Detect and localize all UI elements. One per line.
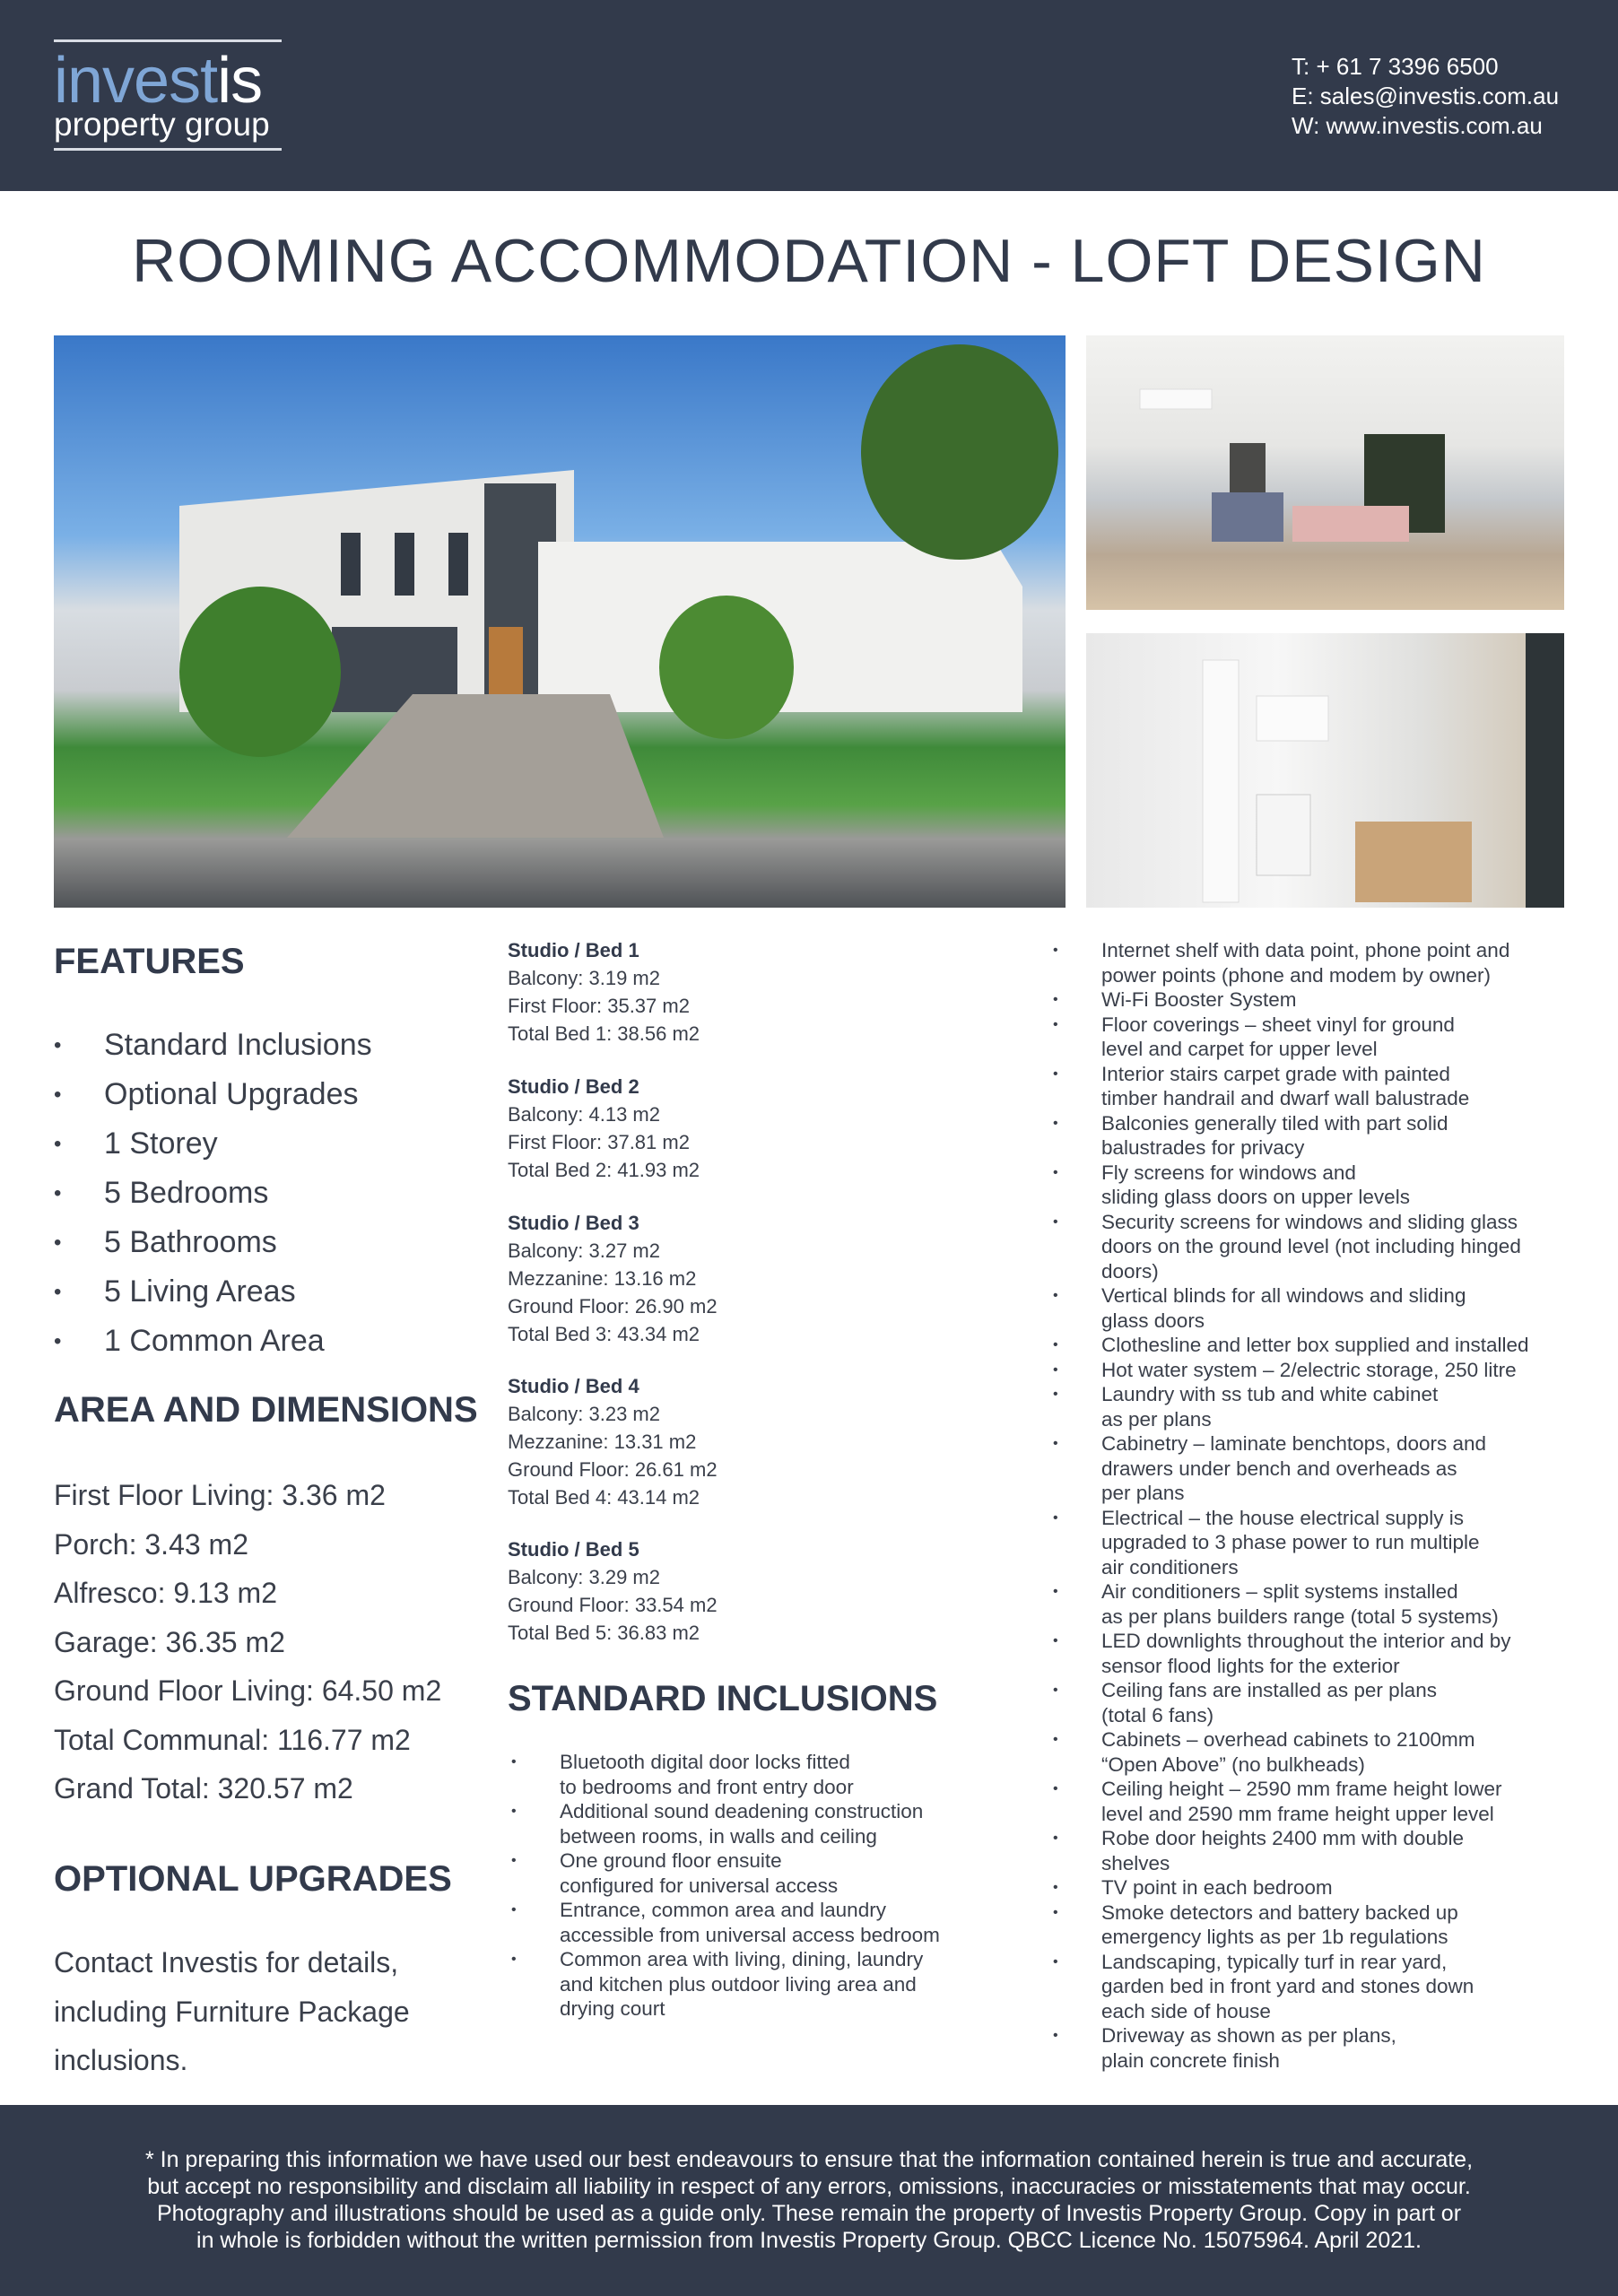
disclaimer-footer <box>0 2105 1618 2296</box>
inclusion-item: • Common area with living, dining, laundry and kitchen plus outdoor living area and drying court <box>511 1947 978 2022</box>
disclaimer-text: * In preparing this information we have used our best endeavours to ensure that the information contained herein is true and accurate, but accept no responsibility and disclaim all liability in respect of any errors, omissions, inaccuracies or misstatements that may occur. Photography and illustrations should be used as a guide only. These remain the property of Investis Property Group. Copy in part or in whole is forbidden without the written permission from Investis Property Group. QBCC Licence No. 15075964. April 2021. <box>144 2147 1474 2253</box>
optional-text-line: inclusions. <box>54 2044 188 2076</box>
area-heading: AREA AND DIMENSIONS <box>54 1390 478 1430</box>
feature-item: • Standard Inclusions <box>54 1021 372 1070</box>
feature-item: • 5 Living Areas <box>54 1267 372 1317</box>
studio-line: Ground Floor: 33.54 m2 <box>508 1594 718 1616</box>
standard-inclusions-list <box>511 1750 978 2022</box>
studio-line: Total Bed 1: 38.56 m2 <box>508 1022 700 1045</box>
contact-website[interactable]: W: www.investis.com.au <box>1292 112 1543 139</box>
inclusion-item: • Security screens for windows and sliding glass doors on the ground level (not including hinged doors) <box>1053 1210 1591 1284</box>
inclusion-item: • Cabinets – overhead cabinets to 2100mm “Open Above” (no bulkheads) <box>1053 1727 1591 1777</box>
features-list <box>54 1021 372 1366</box>
house-illustration <box>54 335 1066 908</box>
studio-line: Total Bed 2: 41.93 m2 <box>508 1159 700 1181</box>
studio-title: Studio / Bed 3 <box>508 1212 639 1234</box>
studio-line: Mezzanine: 13.16 m2 <box>508 1267 697 1290</box>
kitchen-interior-photo <box>1086 633 1564 908</box>
inclusion-item: • Ceiling fans are installed as per plans (total 6 fans) <box>1053 1678 1591 1727</box>
studio-bed-3 <box>508 1209 718 1348</box>
area-item: Ground Floor Living: 64.50 m2 <box>54 1674 442 1707</box>
logo-text-is: is <box>217 45 263 117</box>
feature-item: • 5 Bedrooms <box>54 1169 372 1218</box>
inclusion-item: • Floor coverings – sheet vinyl for ground level and carpet for upper level <box>1053 1013 1591 1062</box>
investis-logo <box>54 39 282 151</box>
inclusion-item: • Interior stairs carpet grade with painted timber handrail and dwarf wall balustrade <box>1053 1062 1591 1111</box>
inclusion-item: • Vertical blinds for all windows and sliding glass doors <box>1053 1283 1591 1333</box>
inclusion-item: • Hot water system – 2/electric storage, 250 litre <box>1053 1358 1591 1383</box>
standard-inclusions-heading: STANDARD INCLUSIONS <box>508 1679 938 1718</box>
inclusion-item: • TV point in each bedroom <box>1053 1875 1591 1900</box>
inclusion-item: • Landscaping, typically turf in rear yard, garden bed in front yard and stones down each side of house <box>1053 1950 1591 2024</box>
inclusion-item: • Air conditioners – split systems installed as per plans builders range (total 5 systems) <box>1053 1579 1591 1629</box>
studio-line: Ground Floor: 26.61 m2 <box>508 1458 718 1481</box>
contact-info <box>1292 52 1559 141</box>
inclusion-item: • One ground floor ensuite configured for universal access <box>511 1848 978 1898</box>
area-item: First Floor Living: 3.36 m2 <box>54 1479 386 1511</box>
feature-item: • Optional Upgrades <box>54 1070 372 1119</box>
studio-line: Balcony: 3.29 m2 <box>508 1566 660 1588</box>
features-heading: FEATURES <box>54 942 245 981</box>
studio-line: Balcony: 4.13 m2 <box>508 1103 660 1126</box>
area-list <box>54 1471 441 1813</box>
studio-line: First Floor: 35.37 m2 <box>508 995 690 1017</box>
studio-bed-2 <box>508 1073 700 1184</box>
optional-upgrades-heading: OPTIONAL UPGRADES <box>54 1859 452 1899</box>
header-bar <box>0 0 1618 191</box>
contact-email[interactable]: E: sales@investis.com.au <box>1292 83 1560 109</box>
bedroom-illustration <box>1086 335 1564 610</box>
logo-tagline: property group <box>54 106 270 143</box>
studio-title: Studio / Bed 2 <box>508 1075 639 1098</box>
bedroom-interior-photo <box>1086 335 1564 610</box>
studio-bed-5 <box>508 1535 718 1647</box>
studio-line: Mezzanine: 13.31 m2 <box>508 1431 697 1453</box>
house-exterior-photo <box>54 335 1066 908</box>
optional-text-line: including Furniture Package <box>54 1995 410 2028</box>
area-item: Grand Total: 320.57 m2 <box>54 1772 353 1805</box>
inclusion-item: • Electrical – the house electrical supply is upgraded to 3 phase power to run multiple air conditioners <box>1053 1506 1591 1580</box>
inclusion-item: • Ceiling height – 2590 mm frame height lower level and 2590 mm frame height upper level <box>1053 1777 1591 1826</box>
kitchen-illustration <box>1086 633 1564 908</box>
feature-item: • 1 Common Area <box>54 1317 372 1366</box>
studio-title: Studio / Bed 5 <box>508 1538 639 1561</box>
page-title: ROOMING ACCOMMODATION - LOFT DESIGN <box>132 227 1486 295</box>
inclusion-item: • Balconies generally tiled with part solid balustrades for privacy <box>1053 1111 1591 1161</box>
studio-line: Total Bed 3: 43.34 m2 <box>508 1323 700 1345</box>
studio-line: Balcony: 3.19 m2 <box>508 967 660 989</box>
inclusion-item: • Internet shelf with data point, phone point and power points (phone and modem by owner) <box>1053 938 1591 987</box>
inclusion-item: • Driveway as shown as per plans, plain concrete finish <box>1053 2023 1591 2073</box>
inclusion-item: • Smoke detectors and battery backed up emergency lights as per 1b regulations <box>1053 1900 1591 1950</box>
inclusion-item: • LED downlights throughout the interior and by sensor flood lights for the exterior <box>1053 1629 1591 1678</box>
inclusion-item: • Cabinetry – laminate benchtops, doors and drawers under bench and overheads as per plans <box>1053 1431 1591 1506</box>
studio-bed-4 <box>508 1372 718 1511</box>
feature-item: • 5 Bathrooms <box>54 1218 372 1267</box>
inclusion-item: • Fly screens for windows and sliding glass doors on upper levels <box>1053 1161 1591 1210</box>
optional-upgrades-text <box>54 1938 410 2085</box>
feature-item: • 1 Storey <box>54 1119 372 1169</box>
inclusions-list-continued <box>1053 938 1591 2073</box>
inclusion-item: • Entrance, common area and laundry accessible from universal access bedroom <box>511 1898 978 1947</box>
studio-line: Ground Floor: 26.90 m2 <box>508 1295 718 1318</box>
studio-title: Studio / Bed 4 <box>508 1375 639 1397</box>
area-item: Alfresco: 9.13 m2 <box>54 1577 277 1609</box>
studio-line: Total Bed 4: 43.14 m2 <box>508 1486 700 1509</box>
area-item: Garage: 36.35 m2 <box>54 1625 285 1658</box>
inclusion-item: • Robe door heights 2400 mm with double shelves <box>1053 1826 1591 1875</box>
studio-line: Balcony: 3.23 m2 <box>508 1403 660 1425</box>
studio-line: Total Bed 5: 36.83 m2 <box>508 1622 700 1644</box>
studio-title: Studio / Bed 1 <box>508 939 639 961</box>
inclusion-item: • Wi-Fi Booster System <box>1053 987 1591 1013</box>
studio-bed-1 <box>508 936 700 1048</box>
logo-text-invest: invest <box>54 45 218 117</box>
area-item: Total Communal: 116.77 m2 <box>54 1723 411 1756</box>
inclusion-item: • Clothesline and letter box supplied and installed <box>1053 1333 1591 1358</box>
contact-phone: T: + 61 7 3396 6500 <box>1292 53 1499 80</box>
studio-line: First Floor: 37.81 m2 <box>508 1131 690 1153</box>
studio-line: Balcony: 3.27 m2 <box>508 1239 660 1262</box>
inclusion-item: • Laundry with ss tub and white cabinet as per plans <box>1053 1382 1591 1431</box>
area-item: Porch: 3.43 m2 <box>54 1527 248 1561</box>
inclusion-item: • Additional sound deadening construction between rooms, in walls and ceiling <box>511 1799 978 1848</box>
optional-text-line: Contact Investis for details, <box>54 1946 399 1979</box>
inclusion-item: • Bluetooth digital door locks fitted to bedrooms and front entry door <box>511 1750 978 1799</box>
